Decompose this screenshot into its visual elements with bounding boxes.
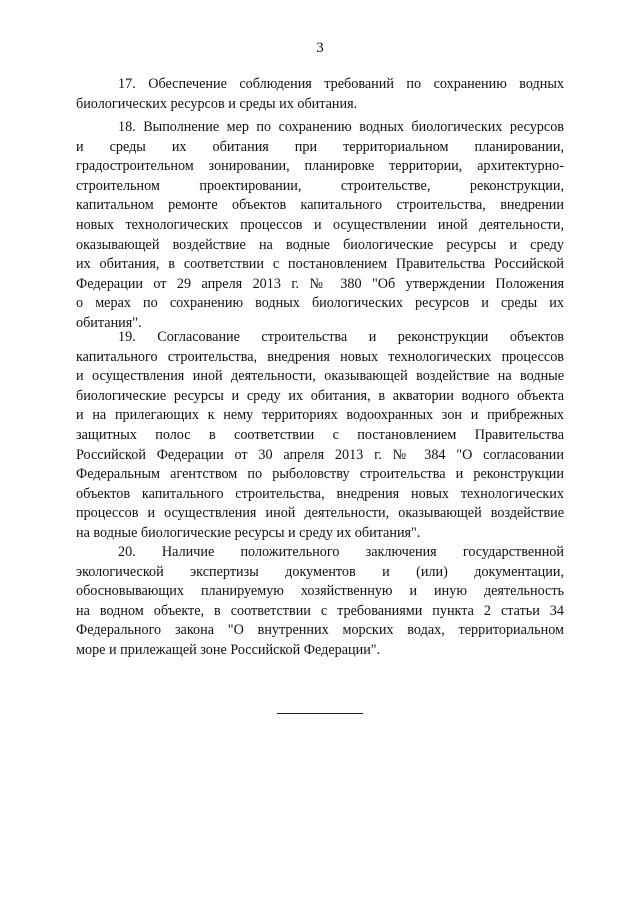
text-line: биологических ресурсов и среды их обитания. (76, 95, 358, 112)
text-line: на водные биологические ресурсы и среду их обитания". (76, 524, 421, 541)
text-line: новых технологических процессов и осуществлении иной деятельности, (76, 216, 564, 233)
paragraph-18 (76, 118, 564, 334)
text-line: 19. Согласование строительства и реконструкции объектов (118, 329, 564, 345)
text-line: море и прилежащей зоне Российской Федерации". (76, 641, 381, 658)
text-line: их обитания, в соответствии с постановлением Правительства Российской (76, 256, 564, 273)
paragraph-19 (76, 328, 564, 544)
page-number: 3 (316, 40, 324, 56)
paragraph-20 (76, 543, 564, 661)
text-line: защитных полос в соответствии с постановлением Правительства (76, 426, 564, 443)
text-line: на водном объекте, в соответствии с требованиями пункта 2 статьи 34 (76, 602, 564, 619)
text-line: 20. Наличие положительного заключения государственной (118, 544, 564, 560)
text-line: 18. Выполнение мер по сохранению водных биологических ресурсов (118, 119, 564, 135)
text-line: строительном проектировании, строительстве, реконструкции, (76, 177, 564, 194)
text-line: оказывающей воздействие на водные биологические ресурсы и среду (76, 236, 564, 253)
text-line: Федерации от 29 апреля 2013 г. № 380 "Об утверждении Положения (76, 275, 564, 292)
text-line: градостроительном зонировании, планировке территории, архитектурно- (76, 158, 564, 175)
text-line: капитальном ремонте объектов капитального строительства, внедрении (76, 197, 564, 214)
text-line: Федеральным агентством по рыболовству строительства и реконструкции (76, 466, 564, 483)
text-line: Российской Федерации от 30 апреля 2013 г. № 384 "О согласовании (76, 446, 564, 463)
text-line: о мерах по сохранению водных биологических ресурсов и среды их (76, 295, 564, 312)
text-line: обосновывающих планируемую хозяйственную и иную деятельность (76, 583, 564, 600)
paragraph-17 (76, 75, 564, 114)
text-line: обитания". (76, 314, 142, 331)
text-line: и на прилегающих к нему территориях водоохранных зон и прибрежных (76, 407, 564, 424)
text-line: экологической экспертизы документов и (или) документации, (76, 563, 564, 580)
text-line: и среды их обитания при территориальном планировании, (76, 138, 564, 155)
text-line: биологические ресурсы и среду их обитания, в акватории водного объекта (76, 387, 564, 404)
text-line: капитального строительства, внедрения новых технологических процессов (76, 348, 564, 365)
text-line: 17. Обеспечение соблюдения требований по сохранению водных (118, 76, 564, 92)
text-line: объектов капитального строительства, внедрения новых технологических (76, 485, 564, 502)
text-line: и осуществления иной деятельности, оказывающей воздействие на водные (76, 368, 564, 385)
end-of-text-divider (277, 713, 363, 714)
text-line: Федерального закона "О внутренних морских водах, территориальном (76, 622, 564, 639)
text-line: процессов и осуществления иной деятельности, оказывающей воздействие (76, 505, 564, 522)
